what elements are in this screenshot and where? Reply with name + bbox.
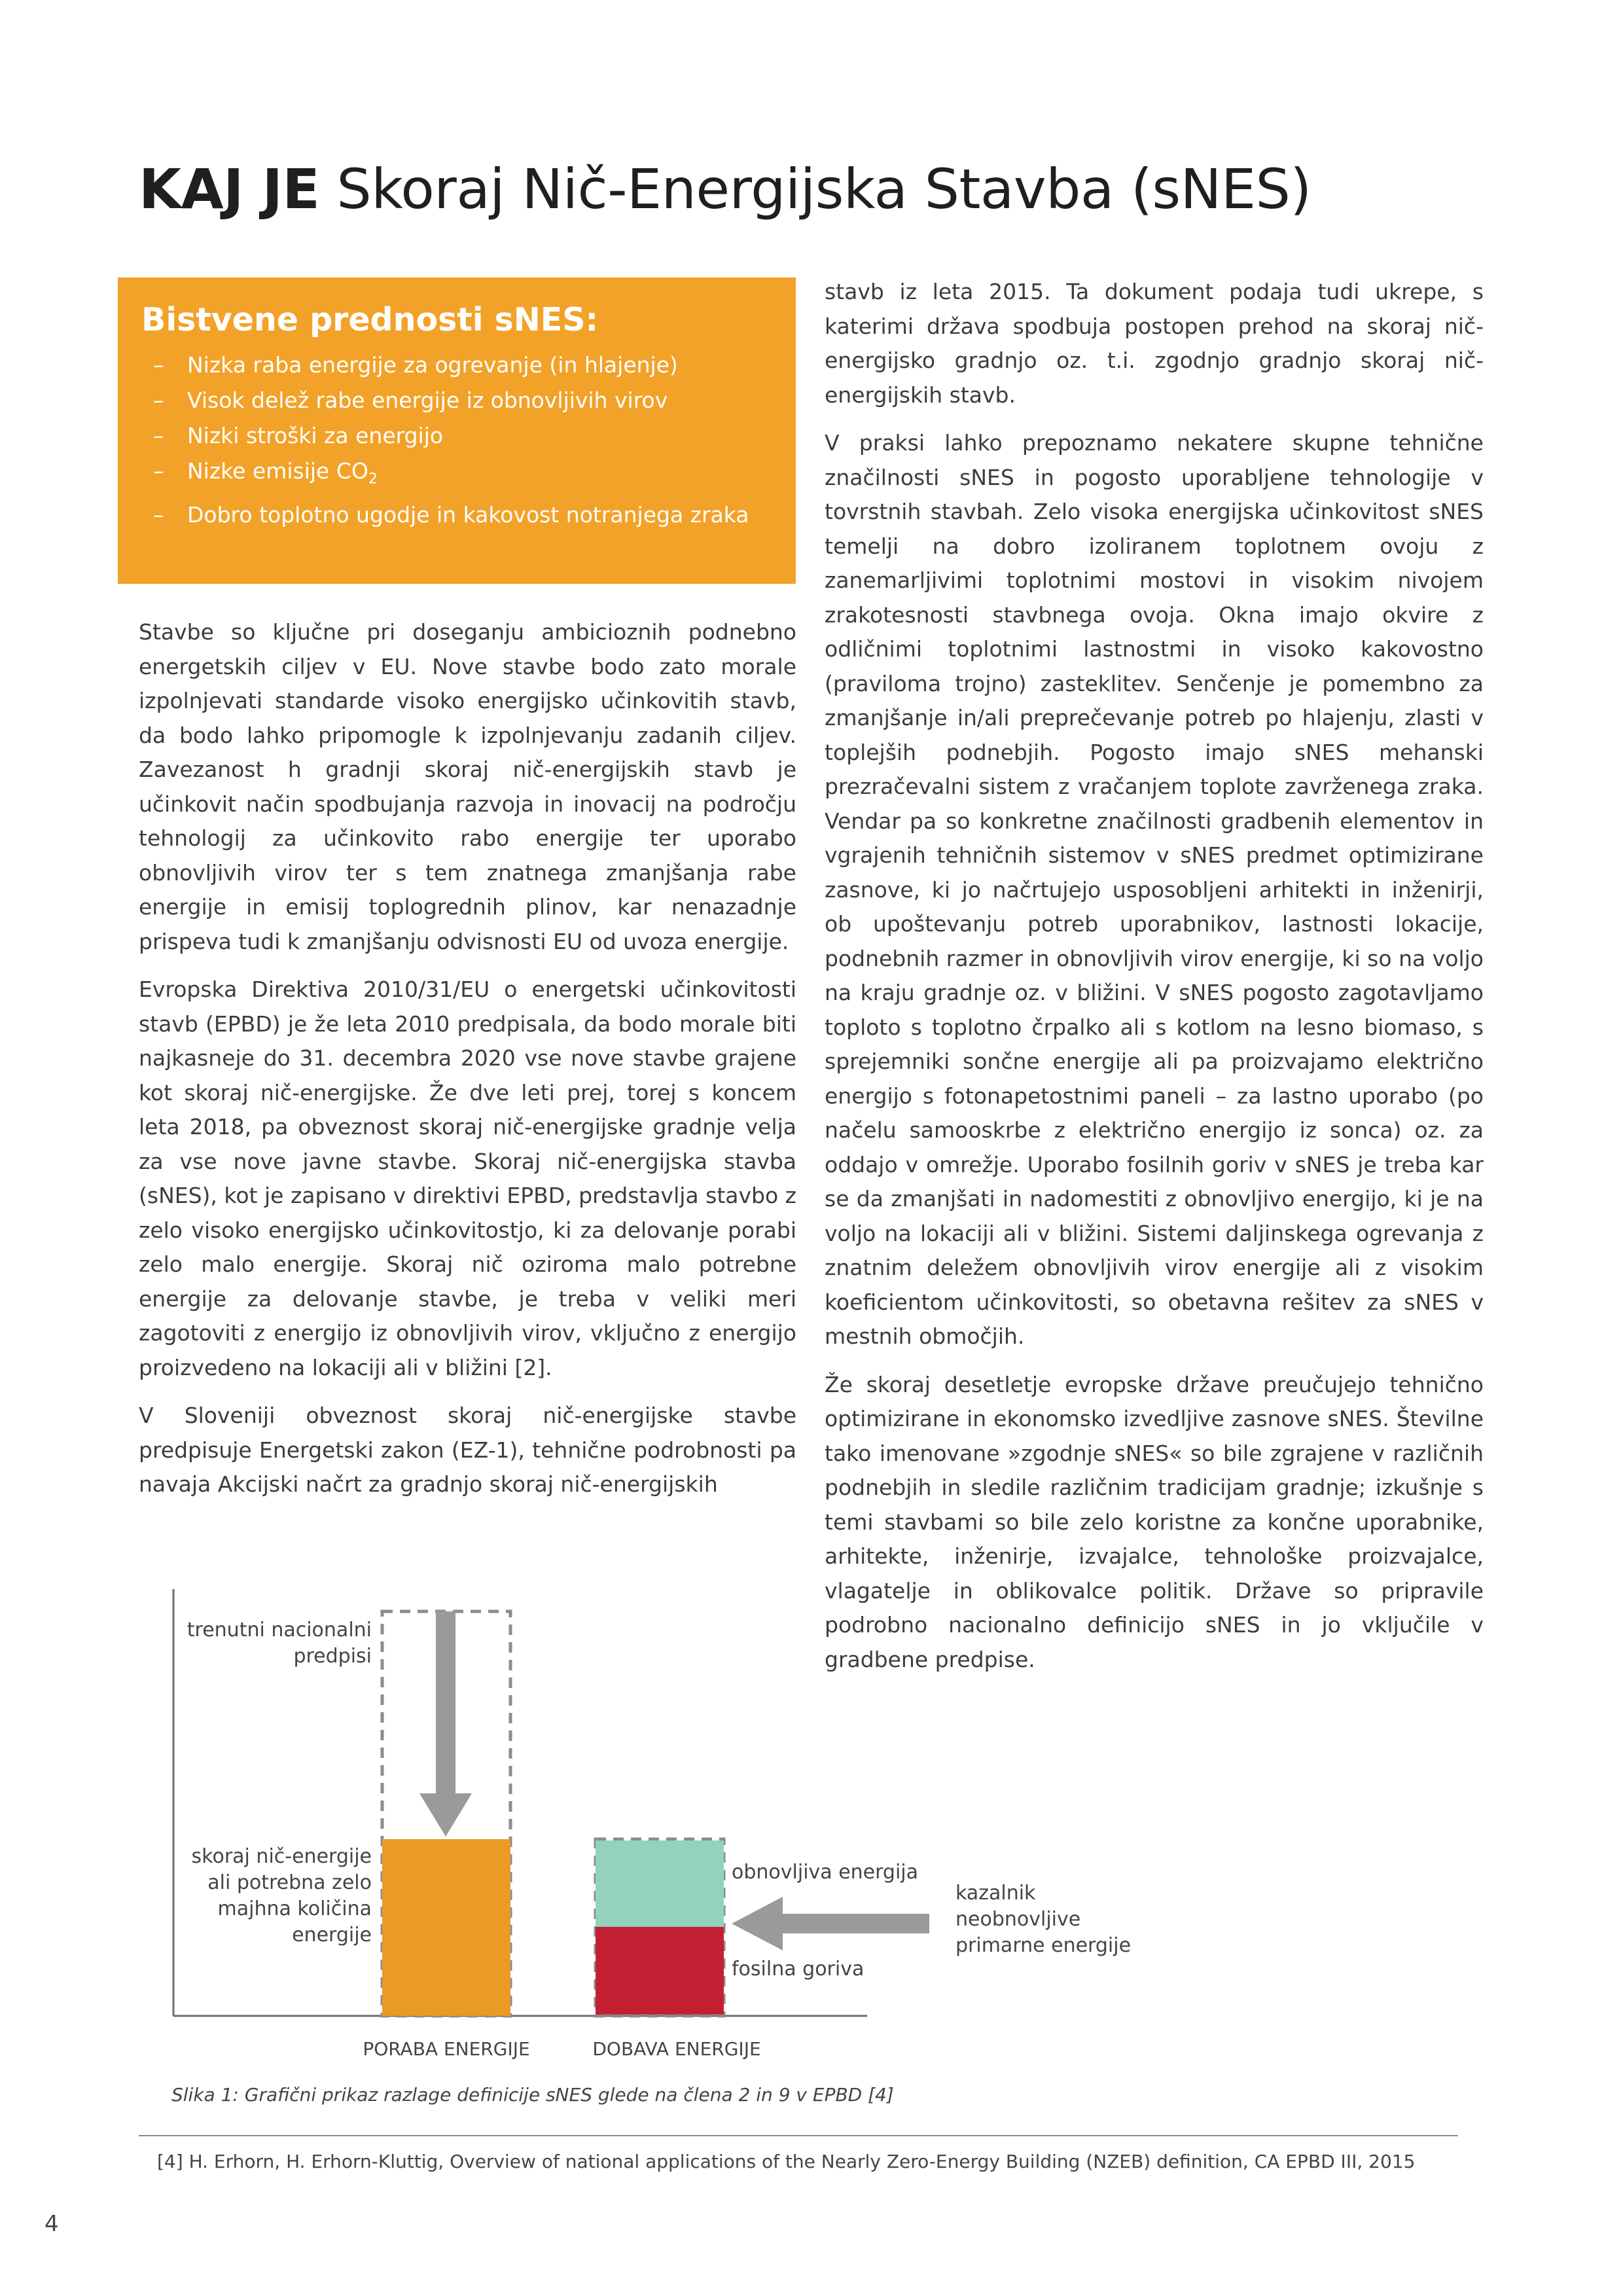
label-current-regulations: predpisi [293,1645,372,1668]
benefit-text: Nizke emisije CO [187,458,368,484]
right-column [825,275,1484,1691]
label-primary-energy-indicator: kazalnik [955,1882,1036,1905]
indicator-arrow-head [732,1897,783,1950]
reduction-arrow-shaft [436,1611,455,1796]
title-bold: KAJ JE [139,157,320,221]
left-column [139,615,796,1516]
benefit-item [141,454,772,497]
page-title [139,157,1311,221]
fossil-fuels-bar [596,1927,724,2015]
axis-label-energy-supply: DOBAVA ENERGIJE [592,2038,761,2060]
label-renewable-energy: obnovljiva energija [732,1861,919,1884]
dash-bullet: – [153,458,164,484]
label-current-regulations: trenutni nacionalni [187,1619,372,1641]
label-fossil-fuels: fosilna goriva [732,1958,865,1981]
body-paragraph: stavb iz leta 2015. Ta dokument podaja tudi ukrepe, s katerimi država spodbuja postopen prehod na skoraj nič-energijsko gradnjo oz. t.i. zgodnjo gradnjo skoraj nič-energijskih stavb. [825,279,1484,408]
body-paragraph: V Sloveniji obveznost skoraj nič-energijske stavbe predpisuje Energetski zakon (EZ-1), tehnične podrobnosti pa navaja Akcijski načrt za gradnjo skoraj nič-energijskih [139,1403,796,1497]
page-number: 4 [45,2211,59,2237]
reduction-arrow-head [419,1793,472,1837]
nzeb-demand-bar [382,1839,510,2016]
benefit-text: Dobro toplotno ugodje in kakovost notranjega zraka [187,501,749,528]
indicator-arrow-shaft [779,1914,929,1933]
figure-caption: Slika 1: Grafični prikaz razlage definicije sNES glede na člena 2 in 9 v EPBD [4] [171,2084,894,2106]
axis-label-energy-use: PORABA ENERGIJE [363,2038,530,2060]
label-primary-energy-indicator: primarne energije [955,1934,1132,1957]
title-rest: Skoraj Nič-Energijska Stavba (sNES) [319,157,1311,221]
label-nzeb: energije [292,1924,372,1946]
benefit-text: Nizka raba energije za ogrevanje (in hlajenje) [187,352,678,378]
body-paragraph: Stavbe so ključne pri doseganju ambicioznih podnebno energetskih ciljev v EU. Nove stavbe bodo zato morale izpolnjevati standarde visoko energijsko učinkovitih stavb, da bodo lahko pripomogle k izpolnjevanju zadanih ciljev. Zavezanost h gradnji skoraj nič-energijskih stavb je učinkovit način spodbujanja razvoja in inovacij na področju tehnologij za učinkovito rabo energije ter uporabo obnovljivih virov ter s tem znatnega zmanjšanja rabe energije in emisij toplogrednih plinov, kar nenazadnje prispeva tudi k zmanjšanju odvisnosti EU od uvoza energije. [139,619,796,954]
footnote-divider [139,2135,1458,2136]
body-paragraph: V praksi lahko prepoznamo nekatere skupne tehnične značilnosti sNES in pogosto uporabljene tehnologije v tovrstnih stavbah. Zelo visoka energijska učinkovitost sNES temelji na dobro izoliranem toplotnem ovoju z zanemarljivimi toplotnimi mostovi in visokim nivojem zrakotesnosti stavbnega ovoja. Okna imajo okvire z odličnimi toplotnimi lastnostmi in visoko kakovostno (praviloma trojno) zasteklitev. Senčenje je pomembno za zmanjšanje in/ali preprečevanje potreb po hlajenju, zlasti v toplejših podnebjih. Pogosto imajo sNES mehanski prezračevalni sistem z vračanjem toplote zavrženega zraka. Vendar pa so konkretne značilnosti gradbenih elementov in vgrajenih tehničnih sistemov v sNES predmet optimizirane zasnove, ki jo načrtujejo usposobljeni arhitekti in inženirji, ob upoštevanju potreb uporabnikov, lastnosti lokacije, podnebnih razmer in obnovljivih virov energije, ki so na voljo na kraju gradnje oz. v bližini. V sNES pogosto zagotavljamo toploto s toplotno črpalko ali s kotlom na lesno biomaso, s sprejemniki sončne energije ali pa proizvajamo električno energijo s fotonapetostnimi paneli – za lastno uporabo (po načelu samooskrbe z električno energijo iz sonca) oz. za oddajo v omrežje. Uporabo fosilnih goriv v sNES je treba kar se da zmanjšati in nadomestiti z obnovljivo energijo, ki je na voljo na lokaciji ali v bližini. Sistemi daljinskega ogrevanja z znatnim deležem obnovljivih virov energije ali z visokim koeficientom učinkovitosti, so obetavna rešitev za sNES v mestnih območjih. [825,430,1484,1349]
body-paragraph: Evropska Direktiva 2010/31/EU o energetski učinkovitosti stavb (EPBD) je že leta 2010 predpisala, da bodo morale biti najkasneje do 31. decembra 2020 vse nove stavbe grajene kot skoraj nič-energijske. Že dve leti prej, torej s koncem leta 2018, pa obveznost skoraj nič-energijske gradnje velja za vse nove javne stavbe. Skoraj nič-energijska stavba (sNES), kot je zapisano v direktivi EPBD, predstavlja stavbo z zelo visoko energijsko učinkovitostjo, ki za delovanje porabi zelo malo energije. Skoraj nič oziroma malo potrebne energije za delovanje stavbe, je treba v veliki meri zagotoviti z energijo iz obnovljivih virov, vključno z energijo proizvedeno na lokaciji ali v bližini [2]. [139,977,796,1380]
benefits-heading: Bistvene prednosti sNES: [141,301,599,338]
label-nzeb: majhna količina [217,1897,372,1920]
benefits-list [141,348,772,533]
label-nzeb: ali potrebna zelo [207,1871,372,1894]
benefits-box [118,278,796,584]
benefit-text: Visok delež rabe energije iz obnovljivih virov [187,387,668,413]
dash-bullet: – [153,387,164,413]
supply-outline [596,1839,724,2016]
footnote: [4] H. Erhorn, H. Erhorn-Kluttig, Overview of national applications of the Nearly Zero-Energy Building (NZEB) definition, CA EPBD III, 2015 [157,2151,1416,2172]
renewable-energy-bar [596,1840,724,1927]
benefit-item [141,348,772,383]
label-primary-energy-indicator: neobnovljive [955,1908,1081,1931]
dash-bullet: – [153,352,164,378]
benefit-text: Nizki stroški za energijo [187,423,444,448]
co2-subscript: 2 [368,471,378,488]
label-nzeb: skoraj nič-energije [191,1845,372,1868]
dash-bullet: – [153,501,164,528]
body-paragraph: Že skoraj desetletje evropske države preučujejo tehnično optimizirane in ekonomsko izvedljive zasnove sNES. Številne tako imenovane »zgodnje sNES« so bile zgrajene v različnih podnebjih in sledile različnim tradicijam gradnje; izkušnje s temi stavbami so bile zelo koristne za končne uporabnike, arhitekte, inženirje, izvajalce, tehnološke proizvajalce, vlagatelje in oblikovalce politik. Države so pripravile podrobno nacionalno definicijo sNES in jo vključile v gradbene predpise. [825,1371,1484,1672]
benefit-item [141,383,772,418]
current-regulations-outline [382,1611,510,2016]
benefit-item [141,418,772,454]
dash-bullet: – [153,423,164,448]
benefit-item [141,497,772,533]
